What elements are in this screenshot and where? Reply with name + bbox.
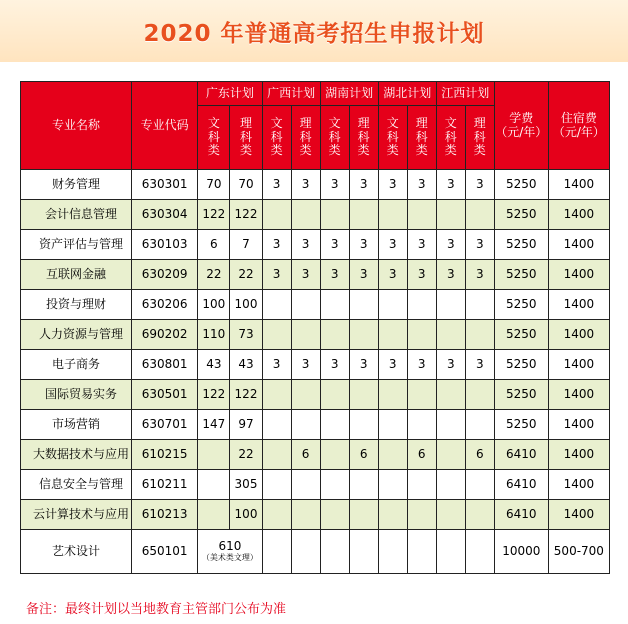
quota-cell <box>262 320 291 350</box>
dorm-cell: 500-700 <box>548 530 609 574</box>
quota-cell-empty <box>349 530 378 574</box>
subheader-hunan-arts: 文 科 类 <box>320 106 349 170</box>
dorm-cell: 1400 <box>548 440 609 470</box>
major-code-cell: 630801 <box>131 350 197 380</box>
quota-cell <box>320 410 349 440</box>
footnote: 备注：最终计划以当地教育主管部门公布为准 <box>26 602 287 617</box>
major-name-cell: 投资与理财 <box>21 290 132 320</box>
table-row <box>21 350 610 380</box>
quota-cell: 3 <box>291 260 320 290</box>
quota-cell: 3 <box>320 260 349 290</box>
quota-cell: 3 <box>436 230 465 260</box>
dorm-cell: 1400 <box>548 230 609 260</box>
header-dorm-unit: （元/年） <box>552 124 605 139</box>
quota-cell: 3 <box>378 350 407 380</box>
quota-cell <box>378 470 407 500</box>
quota-cell: 147 <box>198 410 230 440</box>
major-code-cell: 630304 <box>131 200 197 230</box>
quota-cell: 122 <box>198 200 230 230</box>
quota-cell <box>465 500 494 530</box>
quota-cell <box>262 380 291 410</box>
major-code-cell: 610213 <box>131 500 197 530</box>
quota-cell: 22 <box>198 260 230 290</box>
quota-cell: 3 <box>349 230 378 260</box>
quota-cell-empty <box>291 530 320 574</box>
table-row <box>21 170 610 200</box>
quota-cell <box>320 320 349 350</box>
quota-cell: 6 <box>465 440 494 470</box>
enrollment-plan-table <box>20 81 610 574</box>
quota-cell <box>378 320 407 350</box>
quota-cell-empty <box>320 530 349 574</box>
quota-cell <box>291 320 320 350</box>
quota-cell-empty <box>378 530 407 574</box>
quota-cell <box>407 200 436 230</box>
quota-cell: 3 <box>320 170 349 200</box>
quota-cell <box>378 380 407 410</box>
subheader-hubei-arts: 文 科 类 <box>378 106 407 170</box>
quota-cell <box>349 380 378 410</box>
major-name-cell: 国际贸易实务 <box>21 380 132 410</box>
quota-cell <box>465 200 494 230</box>
table-row <box>21 440 610 470</box>
major-code-cell: 630501 <box>131 380 197 410</box>
quota-cell <box>436 500 465 530</box>
major-name-cell: 会计信息管理 <box>21 200 132 230</box>
quota-cell <box>198 500 230 530</box>
quota-cell: 3 <box>407 170 436 200</box>
tuition-cell: 6410 <box>494 470 548 500</box>
dorm-cell: 1400 <box>548 470 609 500</box>
quota-cell <box>436 470 465 500</box>
quota-cell <box>436 320 465 350</box>
quota-cell: 6 <box>349 440 378 470</box>
quota-cell <box>291 380 320 410</box>
quota-cell: 3 <box>262 230 291 260</box>
subheader-guangxi-science: 理 科 类 <box>291 106 320 170</box>
quota-cell: 3 <box>349 260 378 290</box>
quota-cell <box>262 290 291 320</box>
quota-cell <box>465 290 494 320</box>
quota-cell <box>320 470 349 500</box>
table-row <box>21 230 610 260</box>
table-row-art <box>21 530 610 574</box>
quota-cell: 3 <box>320 230 349 260</box>
quota-cell <box>198 440 230 470</box>
major-name-cell: 资产评估与管理 <box>21 230 132 260</box>
subheader-hunan-science: 理 科 类 <box>349 106 378 170</box>
quota-cell: 73 <box>230 320 262 350</box>
header-guangdong: 广东计划 <box>198 82 262 106</box>
quota-cell-empty <box>465 530 494 574</box>
title-banner <box>0 0 628 62</box>
major-name-cell: 信息安全与管理 <box>21 470 132 500</box>
major-name-cell: 市场营销 <box>21 410 132 440</box>
header-guangxi: 广西计划 <box>262 82 320 106</box>
quota-cell <box>349 290 378 320</box>
quota-cell <box>465 470 494 500</box>
major-code-cell: 610215 <box>131 440 197 470</box>
quota-cell <box>465 380 494 410</box>
dorm-cell: 1400 <box>548 260 609 290</box>
quota-cell <box>407 320 436 350</box>
quota-cell: 122 <box>230 200 262 230</box>
art-plan-note: （美术类文理） <box>201 553 258 563</box>
dorm-cell: 1400 <box>548 380 609 410</box>
quota-cell: 6 <box>198 230 230 260</box>
quota-cell <box>349 410 378 440</box>
major-code-cell: 690202 <box>131 320 197 350</box>
table-row <box>21 290 610 320</box>
quota-cell <box>465 410 494 440</box>
quota-cell: 3 <box>407 350 436 380</box>
quota-cell: 3 <box>436 170 465 200</box>
major-code-cell: 630701 <box>131 410 197 440</box>
table-row <box>21 500 610 530</box>
major-name-cell: 云计算技术与应用 <box>21 500 132 530</box>
dorm-cell: 1400 <box>548 170 609 200</box>
quota-cell: 3 <box>349 350 378 380</box>
major-code-cell: 650101 <box>131 530 197 574</box>
header-tuition-unit: （元/年） <box>495 124 548 139</box>
tuition-cell: 5250 <box>494 260 548 290</box>
quota-cell <box>407 500 436 530</box>
tuition-cell: 6410 <box>494 500 548 530</box>
quota-cell: 3 <box>291 170 320 200</box>
quota-cell-empty <box>262 530 291 574</box>
subheader-guangdong-science: 理 科 类 <box>230 106 262 170</box>
quota-cell <box>198 470 230 500</box>
quota-cell <box>262 500 291 530</box>
major-name-cell: 艺术设计 <box>21 530 132 574</box>
quota-cell <box>378 290 407 320</box>
quota-cell <box>291 200 320 230</box>
quota-cell <box>436 380 465 410</box>
quota-cell <box>262 440 291 470</box>
header-dorm <box>548 82 609 170</box>
quota-cell <box>291 410 320 440</box>
quota-cell <box>320 380 349 410</box>
tuition-cell: 5250 <box>494 410 548 440</box>
quota-cell-empty <box>436 530 465 574</box>
quota-cell <box>436 440 465 470</box>
quota-cell: 3 <box>291 230 320 260</box>
major-name-cell: 大数据技术与应用 <box>21 440 132 470</box>
quota-cell: 3 <box>378 170 407 200</box>
quota-cell <box>407 380 436 410</box>
table-row <box>21 470 610 500</box>
quota-cell <box>436 290 465 320</box>
quota-cell: 3 <box>262 350 291 380</box>
header-hunan: 湖南计划 <box>320 82 378 106</box>
quota-cell: 22 <box>230 260 262 290</box>
quota-cell <box>349 200 378 230</box>
quota-cell: 3 <box>262 260 291 290</box>
quota-cell: 3 <box>436 260 465 290</box>
quota-cell <box>407 410 436 440</box>
major-code-cell: 630209 <box>131 260 197 290</box>
dorm-cell: 1400 <box>548 320 609 350</box>
tuition-cell: 5250 <box>494 320 548 350</box>
subheader-jiangxi-arts: 文 科 类 <box>436 106 465 170</box>
quota-cell <box>407 290 436 320</box>
dorm-cell: 1400 <box>548 290 609 320</box>
major-code-cell: 630301 <box>131 170 197 200</box>
tuition-cell: 5250 <box>494 170 548 200</box>
subheader-hubei-science: 理 科 类 <box>407 106 436 170</box>
major-code-cell: 630103 <box>131 230 197 260</box>
quota-cell: 3 <box>407 230 436 260</box>
tuition-cell: 5250 <box>494 290 548 320</box>
quota-cell: 3 <box>407 260 436 290</box>
header-major-name: 专业名称 <box>21 82 132 170</box>
header-tuition <box>494 82 548 170</box>
quota-cell: 3 <box>465 170 494 200</box>
tuition-cell: 5250 <box>494 350 548 380</box>
quota-cell <box>407 470 436 500</box>
quota-cell: 43 <box>230 350 262 380</box>
quota-cell <box>320 440 349 470</box>
art-plan-value: 610 <box>218 538 242 553</box>
quota-cell-empty <box>407 530 436 574</box>
dorm-cell: 1400 <box>548 410 609 440</box>
quota-cell <box>320 500 349 530</box>
quota-cell <box>320 200 349 230</box>
quota-cell: 3 <box>320 350 349 380</box>
subheader-guangxi-arts: 文 科 类 <box>262 106 291 170</box>
quota-cell: 6 <box>407 440 436 470</box>
quota-cell <box>262 470 291 500</box>
quota-cell: 305 <box>230 470 262 500</box>
quota-cell <box>262 410 291 440</box>
header-hubei: 湖北计划 <box>378 82 436 106</box>
table-row <box>21 410 610 440</box>
tuition-cell: 5250 <box>494 230 548 260</box>
quota-cell: 100 <box>230 290 262 320</box>
header-jiangxi: 江西计划 <box>436 82 494 106</box>
quota-cell <box>349 470 378 500</box>
quota-cell: 100 <box>230 500 262 530</box>
subheader-guangdong-arts: 文 科 类 <box>198 106 230 170</box>
quota-cell: 70 <box>198 170 230 200</box>
quota-cell <box>465 320 494 350</box>
quota-cell <box>291 500 320 530</box>
art-plan-cell <box>198 530 262 574</box>
quota-cell: 3 <box>465 260 494 290</box>
quota-cell: 7 <box>230 230 262 260</box>
major-name-cell: 电子商务 <box>21 350 132 380</box>
quota-cell: 22 <box>230 440 262 470</box>
tuition-cell: 5250 <box>494 380 548 410</box>
header-tuition-label: 学费 <box>509 110 534 125</box>
quota-cell: 110 <box>198 320 230 350</box>
major-name-cell: 财务管理 <box>21 170 132 200</box>
header-major-code: 专业代码 <box>131 82 197 170</box>
quota-cell <box>291 290 320 320</box>
quota-cell: 3 <box>291 350 320 380</box>
dorm-cell: 1400 <box>548 500 609 530</box>
quota-cell: 122 <box>198 380 230 410</box>
major-code-cell: 630206 <box>131 290 197 320</box>
quota-cell <box>349 500 378 530</box>
header-dorm-label: 住宿费 <box>560 110 597 125</box>
major-code-cell: 610211 <box>131 470 197 500</box>
quota-cell: 100 <box>198 290 230 320</box>
quota-cell <box>436 200 465 230</box>
page-title: 2020 年普通高考招生申报计划 <box>143 20 485 47</box>
major-name-cell: 互联网金融 <box>21 260 132 290</box>
quota-cell <box>436 410 465 440</box>
quota-cell <box>320 290 349 320</box>
quota-cell: 70 <box>230 170 262 200</box>
quota-cell: 3 <box>349 170 378 200</box>
tuition-cell: 5250 <box>494 200 548 230</box>
quota-cell <box>291 470 320 500</box>
table-row <box>21 200 610 230</box>
table-row <box>21 260 610 290</box>
dorm-cell: 1400 <box>548 350 609 380</box>
dorm-cell: 1400 <box>548 200 609 230</box>
quota-cell <box>349 320 378 350</box>
quota-cell: 3 <box>378 230 407 260</box>
tuition-cell: 10000 <box>494 530 548 574</box>
quota-cell: 3 <box>436 350 465 380</box>
quota-cell: 6 <box>291 440 320 470</box>
quota-cell: 3 <box>465 350 494 380</box>
quota-cell: 43 <box>198 350 230 380</box>
quota-cell: 122 <box>230 380 262 410</box>
tuition-cell: 6410 <box>494 440 548 470</box>
quota-cell <box>378 440 407 470</box>
quota-cell <box>378 410 407 440</box>
table-row <box>21 380 610 410</box>
quota-cell: 97 <box>230 410 262 440</box>
quota-cell: 3 <box>465 230 494 260</box>
major-name-cell: 人力资源与管理 <box>21 320 132 350</box>
quota-cell: 3 <box>262 170 291 200</box>
table-row <box>21 320 610 350</box>
subheader-jiangxi-science: 理 科 类 <box>465 106 494 170</box>
quota-cell: 3 <box>378 260 407 290</box>
quota-cell <box>378 200 407 230</box>
quota-cell <box>378 500 407 530</box>
quota-cell <box>262 200 291 230</box>
